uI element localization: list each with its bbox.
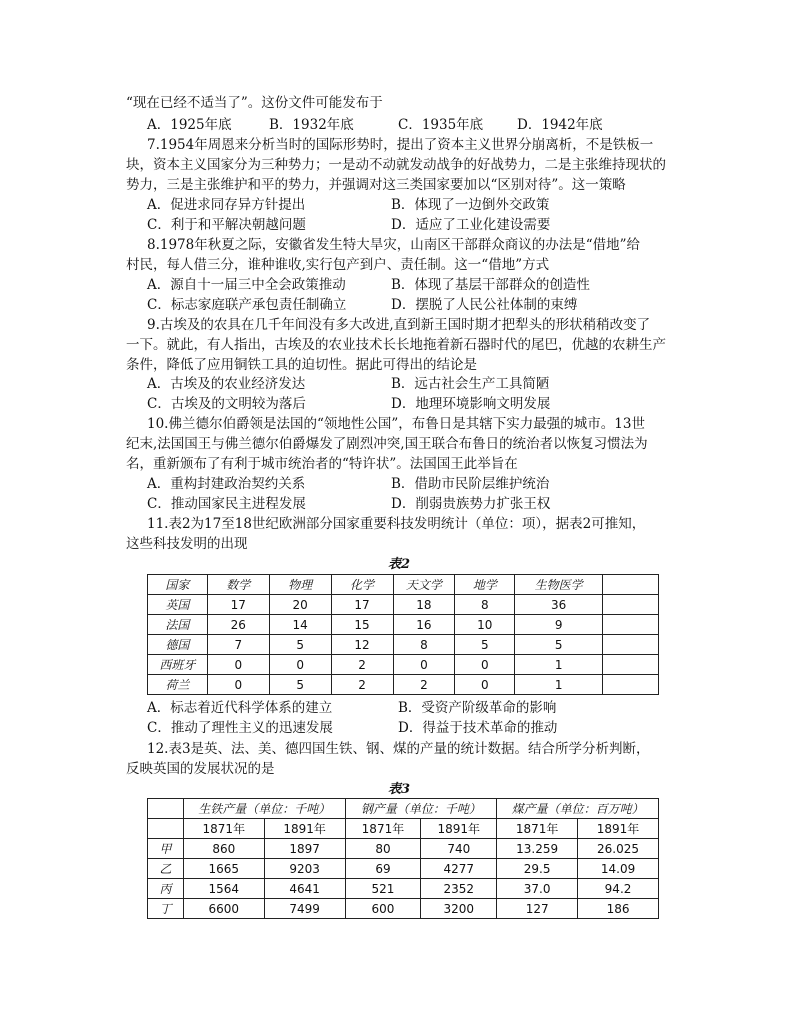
table-cell: 17	[331, 595, 393, 615]
table-row	[148, 839, 659, 859]
table-row	[148, 615, 659, 635]
table-2-header-cell: 天文学	[393, 575, 455, 595]
table-cell: 186	[578, 899, 659, 919]
table-row	[148, 635, 659, 655]
q10-option-c: C．推动国家民主进程发展	[147, 496, 306, 512]
q11-stem-line-2: 这些科技发明的出现	[126, 536, 248, 552]
table-3-year-header-row	[148, 819, 659, 839]
table-cell: 80	[345, 839, 421, 859]
table-2-header-cell: 地学	[455, 575, 515, 595]
table-cell	[603, 615, 659, 635]
q11-option-d: D．得益于技术革命的推动	[398, 720, 558, 736]
q10-stem-line-2: 纪末,法国国王与佛兰德尔伯爵爆发了剧烈冲突,国王联合布鲁日的统治者以恢复习惯法为	[126, 436, 648, 452]
table-cell: 法国	[148, 615, 208, 635]
q8-option-d: D．摆脱了人民公社体制的束缚	[391, 297, 578, 313]
table-cell: 0	[269, 655, 331, 675]
table-2-header-cell: 化学	[331, 575, 393, 595]
table-cell: 4277	[421, 859, 497, 879]
table-3-year-header: 1871年	[183, 819, 264, 839]
table-2-header-row	[148, 575, 659, 595]
table-row	[148, 899, 659, 919]
table-3	[147, 798, 659, 919]
table-cell: 94.2	[578, 879, 659, 899]
q7-stem-line-2: 块，资本主义国家分为三种势力；一是动不动就发动战争的好战势力，二是主张维持现状的	[126, 157, 666, 173]
table-cell: 丙	[148, 879, 184, 899]
table-cell: 西班牙	[148, 655, 208, 675]
table-cell: 26	[207, 615, 269, 635]
table-row	[148, 879, 659, 899]
table-cell: 2352	[421, 879, 497, 899]
q7-stem-line-1: 7.1954年周恩来分析当时的国际形势时，提出了资本主义世界分崩离析，不是铁板一	[147, 137, 654, 153]
table-cell: 1564	[183, 879, 264, 899]
table-cell	[603, 675, 659, 695]
table-cell: 26.025	[578, 839, 659, 859]
table-2-header-cell: 物理	[269, 575, 331, 595]
q10-option-a: A．重构封建政治契约关系	[147, 476, 306, 492]
q9-option-c: C．古埃及的文明较为落后	[147, 396, 306, 412]
table-cell: 5	[455, 635, 515, 655]
table-cell	[603, 595, 659, 615]
table-cell: 0	[455, 675, 515, 695]
table-cell: 600	[345, 899, 421, 919]
table-cell: 20	[269, 595, 331, 615]
q10-stem-line-1: 10.佛兰德尔伯爵领是法国的“领地性公国”，布鲁日是其辖下实力最强的城市。13世	[147, 416, 645, 432]
q9-stem-line-3: 条件，降低了应用铜铁工具的迫切性。据此可得出的结论是	[126, 357, 477, 373]
table-cell: 5	[269, 675, 331, 695]
q8-option-c: C．标志家庭联产承包责任制确立	[147, 297, 347, 313]
q12-stem-line-2: 反映英国的发展状况的是	[126, 761, 275, 777]
table-cell: 7	[207, 635, 269, 655]
table-cell: 9	[515, 615, 603, 635]
table-cell: 0	[455, 655, 515, 675]
table-row	[148, 675, 659, 695]
table-cell: 0	[393, 655, 455, 675]
table-3-year-header: 1871年	[497, 819, 578, 839]
table-cell: 14.09	[578, 859, 659, 879]
q7-option-b: B．体现了一边倒外交政策	[391, 197, 550, 213]
table-cell: 37.0	[497, 879, 578, 899]
table-cell: 127	[497, 899, 578, 919]
q7-stem-line-3: 势力，三是主张维护和平的势力，并强调对这三类国家要加以“区别对待”。这一策略	[126, 177, 626, 193]
table-2-header-cell: 生物医学	[515, 575, 603, 595]
q6-option-b: B．1932年底	[269, 117, 354, 133]
q10-stem-line-3: 名，重新颁布了有利于城市统治者的“特许状”。法国国王此举旨在	[126, 456, 518, 472]
table-cell: 2	[331, 675, 393, 695]
q8-option-b: B．体现了基层干部群众的创造性	[391, 277, 590, 293]
q7-option-c: C．利于和平解决朝越问题	[147, 217, 306, 233]
table-cell: 29.5	[497, 859, 578, 879]
table-cell	[603, 655, 659, 675]
table-cell: 1897	[264, 839, 345, 859]
table-cell: 13.259	[497, 839, 578, 859]
table-2-header-cell	[603, 575, 659, 595]
table-row	[148, 859, 659, 879]
table-cell: 0	[207, 655, 269, 675]
q9-stem-line-2: 一下。就此，有人指出，古埃及的农业技术长长地拖着新石器时代的尾巴，优越的农耕生产	[126, 337, 666, 353]
q6-stem-tail: “现在已经不适当了”。这份文件可能发布于	[126, 95, 383, 111]
table-3-corner-cell	[148, 799, 184, 819]
table-cell: 17	[207, 595, 269, 615]
q8-stem-line-2: 村民，每人借三分，谁种谁收,实行包产到户、责任制。这一“借地”方式	[126, 257, 550, 273]
table-cell: 14	[269, 615, 331, 635]
q7-option-d: D．适应了工业化建设需要	[391, 217, 551, 233]
table-cell: 740	[421, 839, 497, 859]
table-cell: 10	[455, 615, 515, 635]
q11-option-b: B．受资产阶级革命的影响	[398, 700, 557, 716]
table-cell: 3200	[421, 899, 497, 919]
table-cell: 2	[393, 675, 455, 695]
table-cell: 荷兰	[148, 675, 208, 695]
table-cell: 12	[331, 635, 393, 655]
q7-option-a: A．促进求同存异方针提出	[147, 197, 306, 213]
table-cell: 1	[515, 655, 603, 675]
table-cell: 丁	[148, 899, 184, 919]
table-cell: 860	[183, 839, 264, 859]
q11-option-a: A．标志着近代科学体系的建立	[147, 700, 333, 716]
table-3-caption: 表3	[388, 782, 411, 797]
table-cell: 8	[455, 595, 515, 615]
table-cell: 16	[393, 615, 455, 635]
table-2-caption: 表2	[388, 557, 411, 572]
table-cell: 甲	[148, 839, 184, 859]
q9-stem-line-1: 9.古埃及的农具在几千年间没有多大改进,直到新王国时期才把犁头的形状稍稍改变了	[147, 317, 651, 333]
q9-option-b: B．远古社会生产工具简陋	[391, 376, 550, 392]
q9-option-d: D．地理环境影响文明发展	[391, 396, 551, 412]
table-3-year-header: 1891年	[264, 819, 345, 839]
table-cell: 英国	[148, 595, 208, 615]
table-row	[148, 595, 659, 615]
table-cell: 6600	[183, 899, 264, 919]
q9-option-a: A．古埃及的农业经济发达	[147, 376, 306, 392]
table-cell: 8	[393, 635, 455, 655]
table-3-group-header: 生铁产量（单位：千吨）	[183, 799, 345, 819]
q8-option-a: A．源自十一届三中全会政策推动	[147, 277, 346, 293]
q10-option-d: D．削弱贵族势力扩张王权	[391, 496, 551, 512]
table-cell: 69	[345, 859, 421, 879]
table-cell: 德国	[148, 635, 208, 655]
table-cell: 15	[331, 615, 393, 635]
table-2-header-cell: 数学	[207, 575, 269, 595]
table-cell: 2	[331, 655, 393, 675]
q12-stem-line-1: 12.表3是英、法、美、德四国生铁、钢、煤的产量的统计数据。结合所学分析判断，	[147, 741, 650, 757]
table-2	[147, 574, 659, 695]
table-cell: 36	[515, 595, 603, 615]
table-cell: 5	[515, 635, 603, 655]
q10-option-b: B．借助市民阶层维护统治	[391, 476, 550, 492]
q6-option-c: C．1935年底	[398, 117, 484, 133]
table-cell: 521	[345, 879, 421, 899]
table-row	[148, 655, 659, 675]
table-cell: 4641	[264, 879, 345, 899]
table-3-corner-cell	[148, 819, 184, 839]
table-cell	[603, 635, 659, 655]
q11-stem-line-1: 11.表2为17至18世纪欧洲部分国家重要科技发明统计（单位：项），据表2可推知，	[147, 516, 646, 532]
table-cell: 7499	[264, 899, 345, 919]
table-cell: 0	[207, 675, 269, 695]
table-cell: 18	[393, 595, 455, 615]
table-cell: 9203	[264, 859, 345, 879]
table-cell: 1665	[183, 859, 264, 879]
q6-option-d: D．1942年底	[517, 117, 603, 133]
table-cell: 5	[269, 635, 331, 655]
table-3-year-header: 1891年	[421, 819, 497, 839]
table-3-year-header: 1871年	[345, 819, 421, 839]
table-cell: 1	[515, 675, 603, 695]
table-3-group-header-row	[148, 799, 659, 819]
table-3-group-header: 煤产量（单位：百万吨）	[497, 799, 659, 819]
table-cell: 乙	[148, 859, 184, 879]
table-2-header-cell: 国家	[148, 575, 208, 595]
q11-option-c: C．推动了理性主义的迅速发展	[147, 720, 333, 736]
table-3-year-header: 1891年	[578, 819, 659, 839]
q8-stem-line-1: 8.1978年秋夏之际，安徽省发生特大旱灾，山南区干部群众商议的办法是“借地”给	[147, 237, 641, 253]
q6-option-a: A．1925年底	[147, 117, 232, 133]
table-3-group-header: 钢产量（单位：千吨）	[345, 799, 497, 819]
